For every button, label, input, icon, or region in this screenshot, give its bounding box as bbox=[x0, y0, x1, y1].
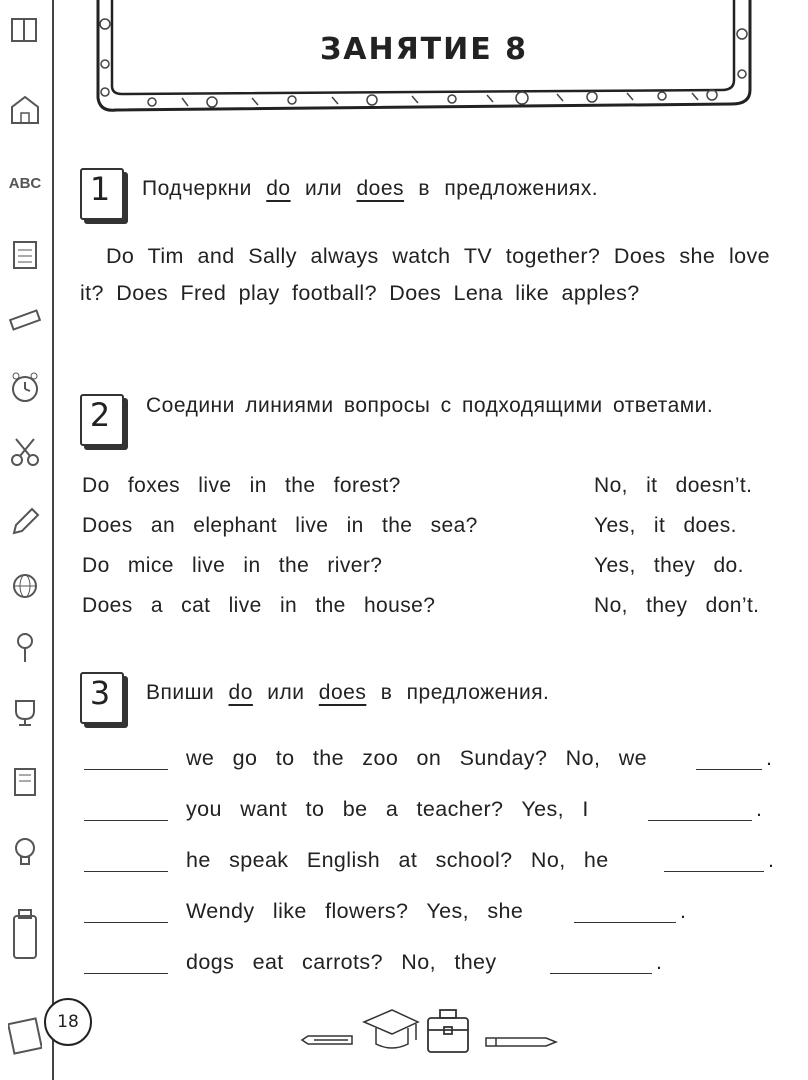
pencil-icon bbox=[486, 1038, 556, 1046]
graduation-cap-icon bbox=[364, 1010, 418, 1048]
bulb-icon bbox=[6, 830, 44, 874]
sentence-end-mark: . bbox=[768, 848, 775, 872]
sentence-row bbox=[186, 746, 647, 771]
question-row: Do mice live in the river? bbox=[82, 554, 383, 577]
task1-number-box bbox=[80, 164, 124, 218]
question-row: Does an elephant live in the sea? bbox=[82, 514, 478, 537]
answer-blank-start[interactable] bbox=[84, 819, 168, 821]
word-or: или bbox=[304, 177, 343, 200]
house-icon bbox=[6, 90, 44, 130]
sentence-text: dogs eat carrots? No, they bbox=[186, 950, 497, 974]
answer-row: Yes, it does. bbox=[594, 514, 737, 537]
pin-icon bbox=[6, 625, 44, 669]
answer-blank-end[interactable] bbox=[574, 921, 676, 923]
word-do: do bbox=[266, 177, 291, 200]
task3-number: 3 bbox=[89, 674, 111, 712]
task2-number-box bbox=[80, 390, 124, 444]
margin-doodles bbox=[0, 0, 54, 1080]
answer-row: Yes, they do. bbox=[594, 554, 744, 577]
instruction-text: в предложения. bbox=[380, 681, 550, 704]
abc-icon: ABC bbox=[8, 174, 42, 192]
trophy-icon bbox=[6, 760, 44, 804]
clock-icon bbox=[6, 365, 44, 409]
task3-instruction bbox=[146, 681, 549, 705]
bottom-decoration bbox=[300, 1000, 560, 1060]
instruction-text: Подчеркни bbox=[142, 177, 252, 200]
sentence-row bbox=[186, 899, 523, 924]
answer-blank-end[interactable] bbox=[664, 870, 764, 872]
answer-blank-end[interactable] bbox=[550, 972, 652, 974]
task1-paragraph: Do Tim and Sally always watch TV together? Does she love it? Does Fred play football? Does Lena like apples? bbox=[80, 244, 770, 305]
sentence-text: Wendy like flowers? Yes, she bbox=[186, 899, 524, 923]
answer-blank-start[interactable] bbox=[84, 921, 168, 923]
bag-icon bbox=[6, 905, 44, 965]
briefcase-icon bbox=[428, 1010, 468, 1052]
sentence-text: we go to the zoo on Sunday? No, we bbox=[186, 746, 648, 770]
task2-instruction: Соедини линиями вопросы с подходящими ответами. bbox=[146, 394, 714, 417]
answer-row: No, it doesn’t. bbox=[594, 474, 753, 497]
globe-icon bbox=[6, 565, 44, 609]
sentence-text: you want to be a teacher? Yes, I bbox=[186, 797, 589, 821]
word-does: does bbox=[356, 177, 405, 200]
margin-line bbox=[52, 0, 54, 1080]
instruction-text: в предложениях. bbox=[418, 177, 599, 200]
sentence-end-mark: . bbox=[680, 899, 687, 923]
task2-number: 2 bbox=[89, 396, 111, 434]
answer-blank-start[interactable] bbox=[84, 870, 168, 872]
sentence-row bbox=[186, 950, 497, 975]
sentence-end-mark: . bbox=[766, 746, 773, 770]
task1-number: 1 bbox=[89, 170, 111, 208]
question-row: Does a cat live in the house? bbox=[82, 594, 436, 617]
pen-icon bbox=[302, 1036, 352, 1044]
word-or: или bbox=[267, 681, 305, 704]
answer-blank-end[interactable] bbox=[696, 768, 762, 770]
answer-row: No, they don’t. bbox=[594, 594, 760, 617]
lesson-title: ЗАНЯТИЕ 8 bbox=[319, 32, 529, 67]
sentence-end-mark: . bbox=[756, 797, 763, 821]
sentence-row bbox=[186, 797, 589, 822]
page-number: 18 bbox=[44, 998, 92, 1046]
sentence-row bbox=[186, 848, 609, 873]
sentence-end-mark: . bbox=[656, 950, 663, 974]
word-do: do bbox=[228, 681, 253, 704]
answer-blank-start[interactable] bbox=[84, 768, 168, 770]
answer-blank-start[interactable] bbox=[84, 972, 168, 974]
question-row: Do foxes live in the forest? bbox=[82, 474, 401, 497]
answer-blank-end[interactable] bbox=[648, 819, 752, 821]
word-does: does bbox=[318, 681, 367, 704]
cup-icon bbox=[6, 690, 44, 734]
pencil-icon bbox=[6, 500, 44, 544]
notebook-icon bbox=[6, 235, 44, 275]
task1-instruction bbox=[142, 177, 598, 201]
sentence-text: he speak English at school? No, he bbox=[186, 848, 609, 872]
book-icon bbox=[6, 10, 44, 50]
book-stack-icon bbox=[6, 1010, 44, 1060]
task3-number-box bbox=[80, 668, 124, 722]
ruler-icon bbox=[6, 300, 44, 340]
instruction-text: Впиши bbox=[146, 681, 215, 704]
scissors-icon bbox=[6, 430, 44, 474]
